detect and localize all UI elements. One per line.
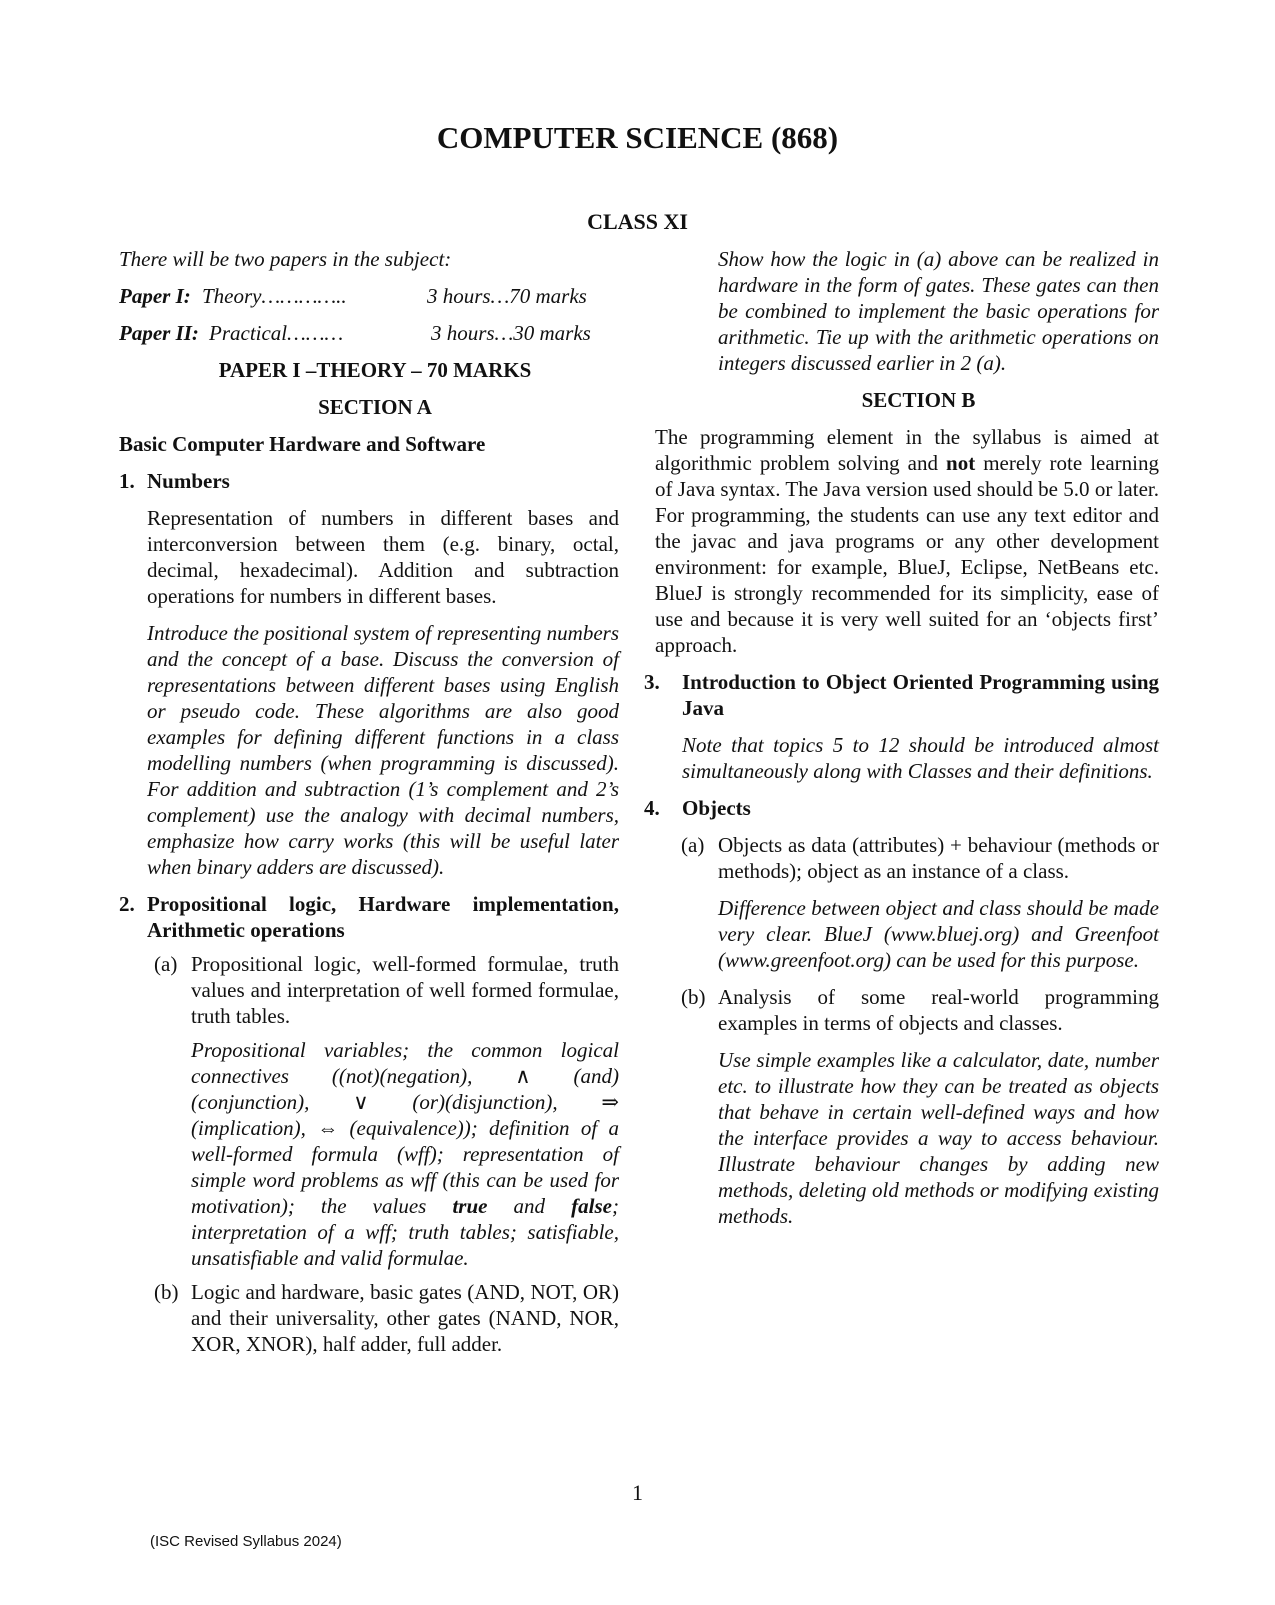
topic-2a-marker: (a)	[154, 952, 178, 976]
topic-3-note: Note that topics 5 to 12 should be introduced almost simultaneously along with Classes and their definitions.	[682, 733, 1159, 783]
section-b-body	[655, 424, 1159, 658]
topic-2b	[154, 1279, 619, 1357]
topic-2a-body: Propositional logic, well-formed formulae, truth values and interpretation of well formed formulae, truth tables.	[191, 952, 619, 1028]
topic-2-number: 2.	[119, 892, 135, 916]
topic-2b-body: Logic and hardware, basic gates (AND, NOT, OR) and their universality, other gates (NAND, NOR, XOR, XNOR), half adder, full adder.	[191, 1280, 619, 1356]
intro-text: There will be two papers in the subject:	[119, 247, 452, 271]
topic-4-number: 4.	[644, 796, 660, 820]
topic-2a-note-and: and	[487, 1194, 572, 1218]
paper-1-row	[119, 283, 619, 309]
topic-3-title: Introduction to Object Oriented Programming using Java	[682, 670, 1159, 720]
paper-2-name: Practical………	[209, 321, 344, 345]
topic-2a	[154, 951, 619, 1029]
topic-2a-note	[191, 1037, 619, 1271]
section-a-title: Basic Computer Hardware and Software	[119, 432, 486, 456]
topic-1-body: Representation of numbers in different bases and interconversion between them (e.g. binary, octal, decimal, hexadecimal). Addition and subtraction operations for numbers in different bases.	[147, 506, 619, 608]
topic-2a-note-part1: Propositional variables; the common logical connectives ((not)(negation), ∧ (and)(conjunction), ∨ (or)(disjunction), ⇒ (implication), ⇔ (equivalence)); definition of a well-formed formula (wff); representation of simple word problems as wff (this can be used for motivation); the values	[191, 1038, 619, 1218]
topic-4a	[681, 832, 1159, 884]
topic-1-heading	[119, 468, 619, 494]
topic-3-heading	[644, 669, 1159, 721]
topic-2a-note-true: true	[452, 1194, 488, 1218]
topic-1-number: 1.	[119, 469, 135, 493]
topic-1-note: Introduce the positional system of representing numbers and the concept of a base. Discuss the conversion of representations between different bases using English or pseudo code. These algorithms are also good examples for defining different functions in a class modelling numbers (when programming is discussed). For addition and subtraction (1’s complement and 2’s complement) use the analogy with decimal numbers, emphasize how carry works (this will be useful later when binary adders are discussed).	[147, 621, 619, 879]
paper-1-duration: 3 hours…70 marks	[427, 284, 587, 308]
paper-1-name: Theory…………..	[202, 284, 347, 308]
topic-2b-note: Show how the logic in (a) above can be realized in hardware in the form of gates. These gates can then be combined to implement the basic operations for arithmetic. Tie up with the arithmetic operations on integers discussed earlier in 2 (a).	[718, 247, 1159, 375]
section-b-body-not: not	[946, 451, 976, 475]
topic-4-title: Objects	[682, 796, 751, 820]
topic-4b-note: Use simple examples like a calculator, date, number etc. to illustrate how they can be treated as objects that behave in certain well-defined ways and how the interface provides a way to access behaviour. Illustrate behaviour changes by adding new methods, deleting old methods or modifying existing methods.	[718, 1048, 1159, 1228]
section-a-heading: SECTION A	[318, 395, 432, 419]
topic-4a-body: Objects as data (attributes) + behaviour (methods or methods); object as an instance of a class.	[718, 833, 1159, 883]
topic-4b-marker: (b)	[681, 985, 706, 1009]
topic-4b	[681, 984, 1159, 1036]
paper-1-heading: PAPER I –THEORY – 70 MARKS	[218, 358, 532, 382]
class-heading: CLASS XI	[587, 209, 688, 234]
topic-2-heading	[119, 891, 619, 943]
topic-2a-note-false: false	[571, 1194, 612, 1218]
paper-2-label: Paper II:	[119, 321, 199, 345]
left-column	[119, 246, 619, 1357]
topic-4a-marker: (a)	[681, 833, 705, 857]
topic-4b-body: Analysis of some real-world programming examples in terms of objects and classes.	[718, 985, 1159, 1035]
topic-4a-note: Difference between object and class should be made very clear. BlueJ (www.bluej.org) and Greenfoot (www.greenfoot.org) can be used for this purpose.	[718, 896, 1159, 972]
paper-2-row	[119, 320, 619, 346]
section-b-body-part1: The programming element in the syllabus is aimed at algorithmic problem solving and	[655, 425, 1159, 475]
topic-2-title: Propositional logic, Hardware implementation, Arithmetic operations	[147, 892, 619, 942]
topic-4-heading	[644, 795, 1159, 821]
paper-2-duration: 3 hours…30 marks	[431, 321, 591, 345]
topic-3-number: 3.	[644, 670, 660, 694]
paper-1-label: Paper I:	[119, 284, 191, 308]
topic-2a-note-part2: ; interpretation of a wff; truth tables; satisfiable, unsatisfiable and valid formulae.	[191, 1194, 619, 1270]
topic-2b-marker: (b)	[154, 1280, 179, 1304]
page-number: 1	[632, 1480, 643, 1505]
document-title: COMPUTER SCIENCE (868)	[436, 120, 839, 155]
footer-text: (ISC Revised Syllabus 2024)	[150, 1533, 342, 1550]
topic-1-title: Numbers	[147, 469, 230, 493]
section-b-heading: SECTION B	[861, 388, 976, 412]
right-column	[644, 246, 1159, 1229]
section-b-body-part2: merely rote learning of Java syntax. The Java version used should be 5.0 or later. For programming, the students can use any text editor and the javac and java programs or any other development environment: for example, BlueJ, Eclipse, NetBeans etc. BlueJ is strongly recommended for its simplicity, ease of use and because it is very well suited for an ‘objects first’ approach.	[655, 451, 1159, 657]
